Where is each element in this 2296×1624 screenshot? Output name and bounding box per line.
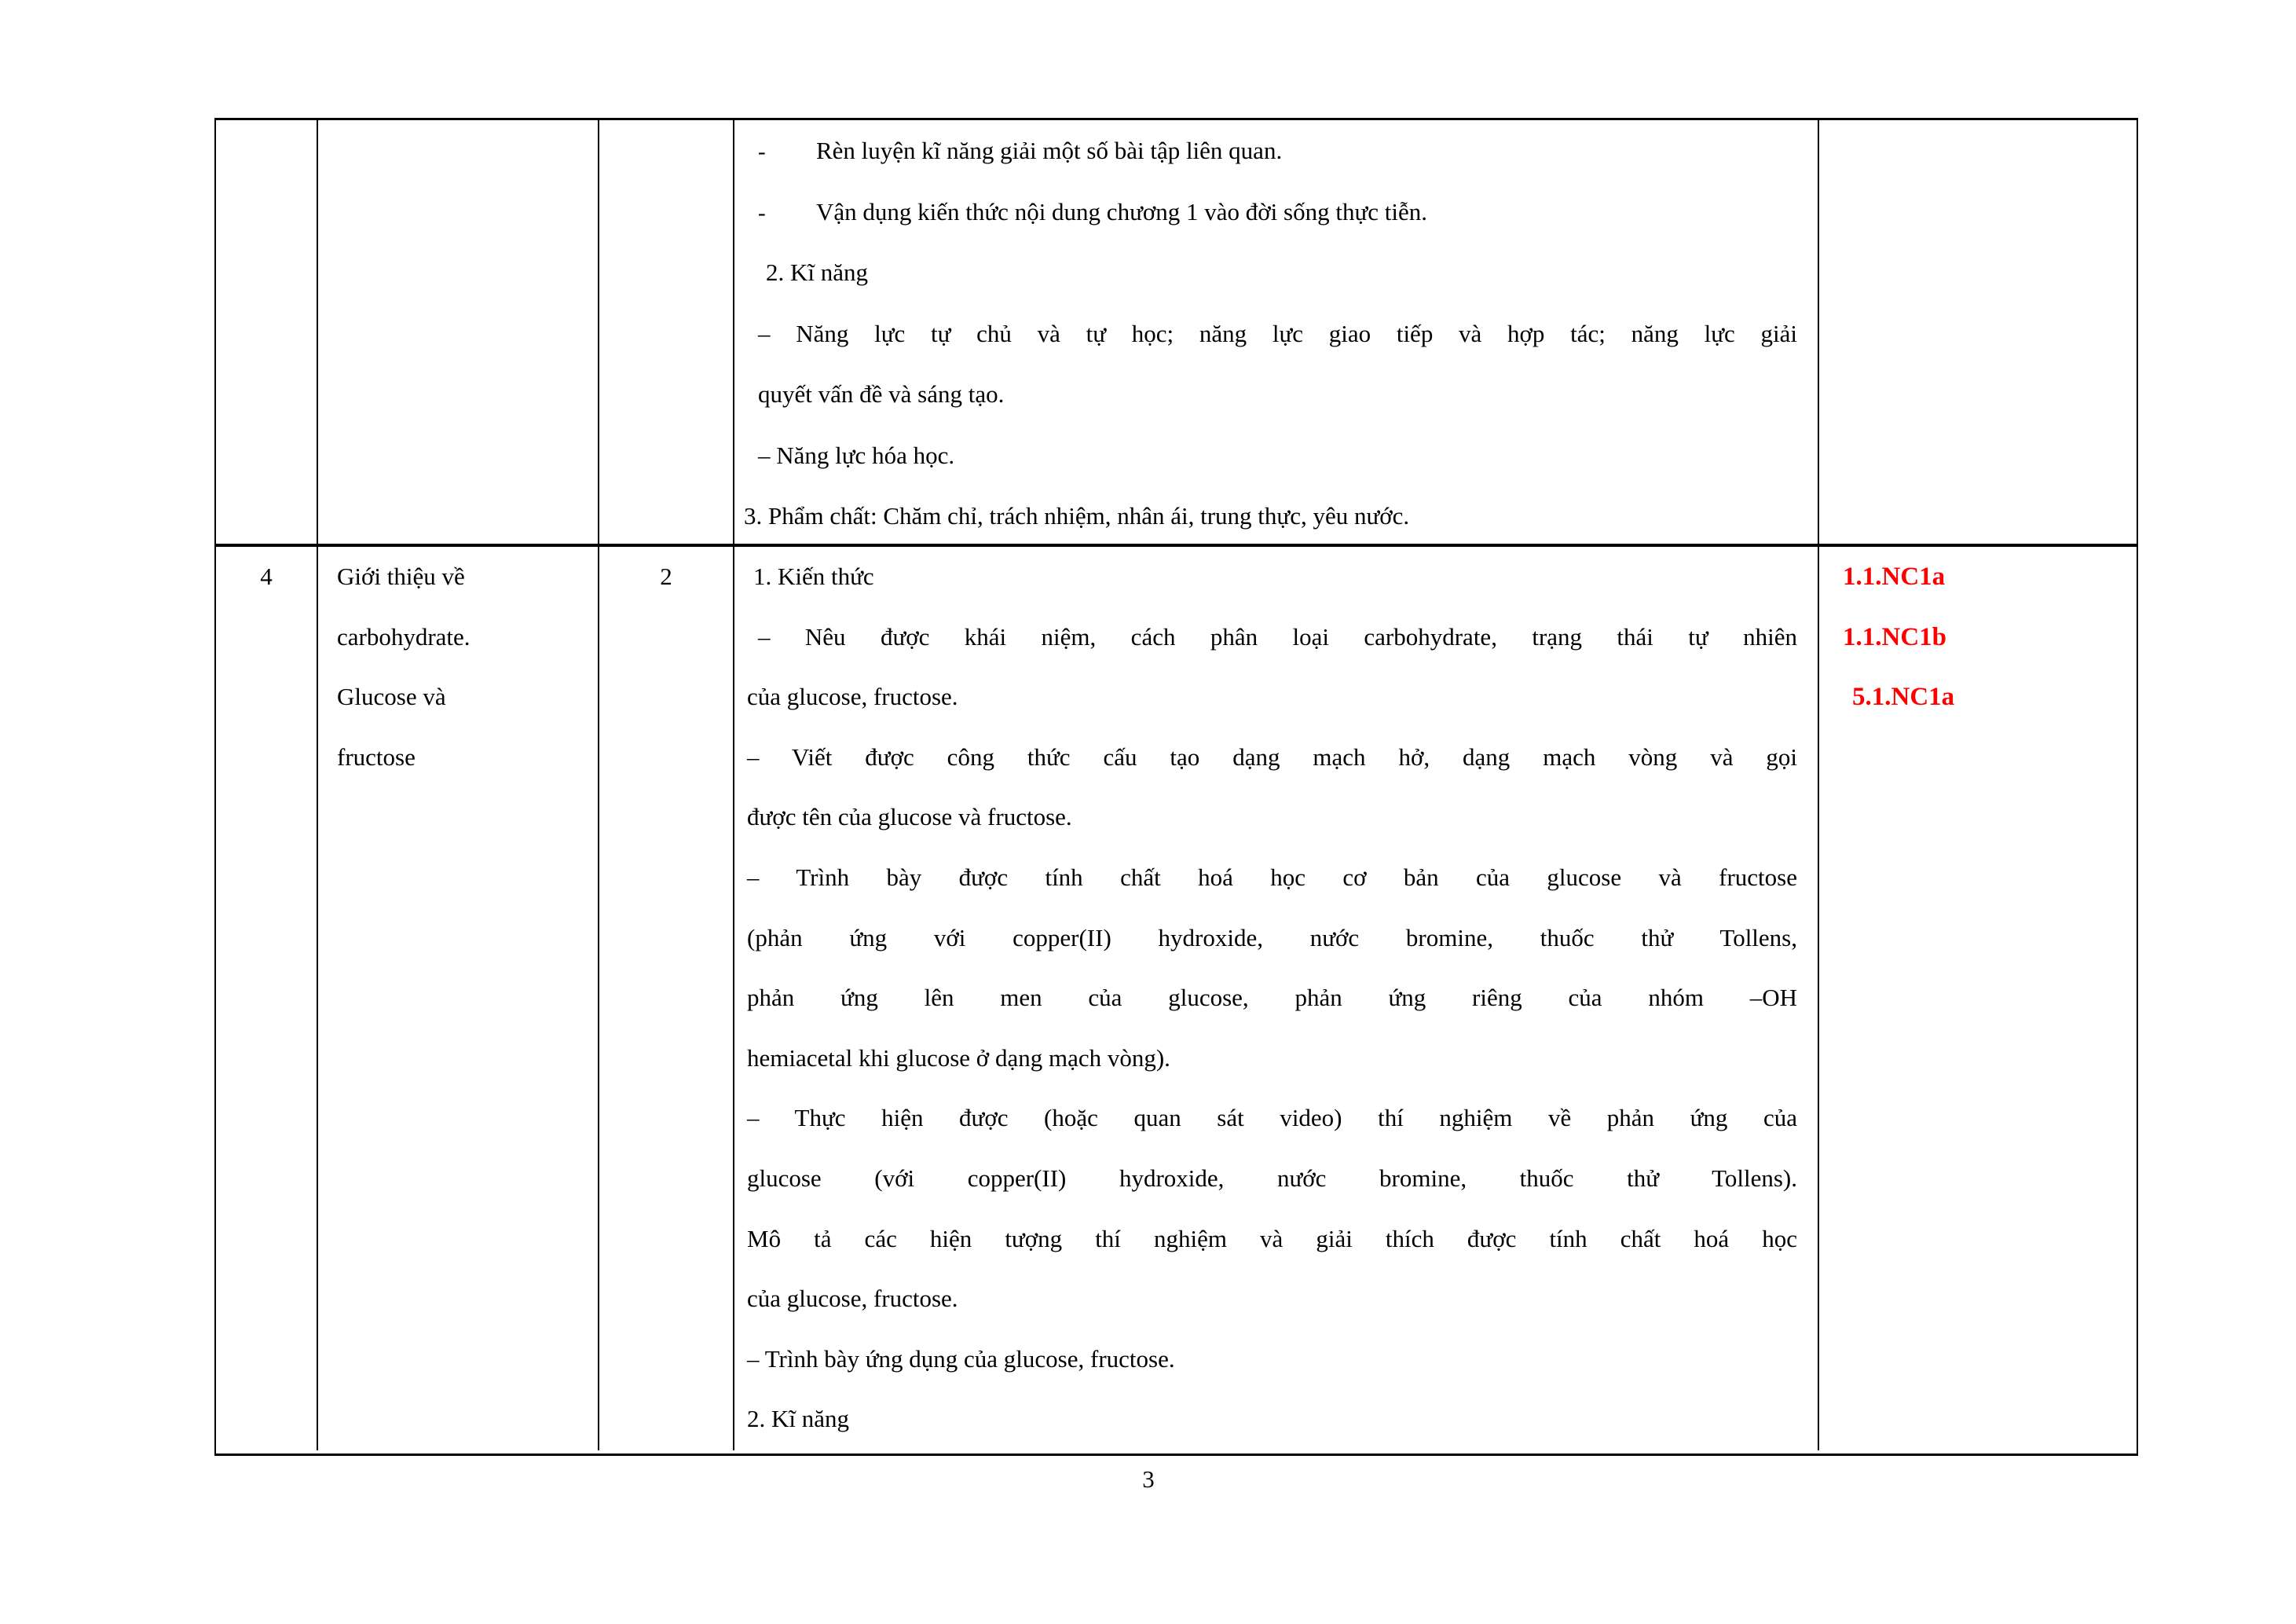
objective-line: – Năng lực hóa học. bbox=[758, 441, 955, 469]
objective-line: (phản ứng với copper(II) hydroxide, nước bromine, thuốc thử Tollens, bbox=[747, 923, 1797, 951]
objective-line: glucose (với copper(II) hydroxide, nước bromine, thuốc thử Tollens). bbox=[747, 1164, 1797, 1192]
curriculum-table bbox=[214, 118, 2138, 1456]
cell-stt bbox=[216, 120, 318, 544]
objective-line: – Năng lực tự chủ và tự học; năng lực giao tiếp và hợp tác; năng lực giải bbox=[758, 319, 1797, 347]
cell-periods bbox=[599, 547, 734, 1450]
objective-line bbox=[734, 181, 1818, 243]
cell-stt bbox=[216, 547, 318, 1450]
table-row bbox=[216, 120, 2137, 547]
competency-code: 1.1.NC1a bbox=[1843, 563, 1946, 591]
cell-lesson-title bbox=[318, 547, 599, 1450]
lesson-title-line: Glucose và bbox=[337, 683, 446, 711]
objective-text: Rèn luyện kĩ năng giải một số bài tập liên quan. bbox=[816, 137, 1283, 164]
objective-line: quyết vấn đề và sáng tạo. bbox=[758, 380, 1005, 408]
dash-bullet-icon: - bbox=[758, 200, 766, 225]
lesson-title-line: Giới thiệu về bbox=[337, 563, 465, 590]
objective-line: – Trình bày được tính chất hoá học cơ bản của glucose và fructose bbox=[747, 863, 1797, 891]
objective-line: – Nêu được khái niệm, cách phân loại carbohydrate, trạng thái tự nhiên bbox=[758, 622, 1797, 651]
objective-line: 2. Kĩ năng bbox=[747, 1405, 850, 1433]
objective-line bbox=[734, 120, 1818, 181]
table-row bbox=[216, 547, 2137, 1450]
objective-line: 3. Phẩm chất: Chăm chỉ, trách nhiệm, nhân ái, trung thực, yêu nước. bbox=[744, 502, 1410, 530]
objective-line: 2. Kĩ năng bbox=[766, 258, 869, 286]
cell-codes bbox=[1819, 120, 2137, 544]
objective-line: Mô tả các hiện tượng thí nghiệm và giải thích được tính chất hoá học bbox=[747, 1224, 1797, 1252]
stt-value: 4 bbox=[260, 563, 273, 590]
cell-lesson-title bbox=[318, 120, 599, 544]
cell-objectives bbox=[734, 547, 1819, 1450]
objective-line: 1. Kiến thức bbox=[753, 563, 874, 590]
objective-text: Vận dụng kiến thức nội dung chương 1 vào đời sống thực tiễn. bbox=[816, 197, 1427, 225]
cell-objectives bbox=[734, 120, 1819, 544]
objective-line: – Viết được công thức cấu tạo dạng mạch hở, dạng mạch vòng và gọi bbox=[747, 742, 1797, 771]
cell-periods bbox=[599, 120, 734, 544]
objective-line: hemiacetal khi glucose ở dạng mạch vòng). bbox=[747, 1043, 1170, 1072]
lesson-title-line: carbohydrate. bbox=[337, 622, 471, 651]
cell-codes bbox=[1819, 547, 2137, 1450]
lesson-title-line: fructose bbox=[337, 742, 416, 771]
competency-code: 1.1.NC1b bbox=[1843, 622, 1947, 651]
competency-code: 5.1.NC1a bbox=[1852, 683, 1955, 712]
objective-line: của glucose, fructose. bbox=[747, 683, 958, 711]
dash-bullet-icon: - bbox=[758, 139, 766, 164]
objective-line: – Trình bày ứng dụng của glucose, fructose. bbox=[747, 1344, 1175, 1373]
objective-line: – Thực hiện được (hoặc quan sát video) thí nghiệm về phản ứng của bbox=[747, 1104, 1797, 1132]
objective-line: được tên của glucose và fructose. bbox=[747, 803, 1072, 831]
periods-value: 2 bbox=[660, 563, 672, 590]
objective-line: của glucose, fructose. bbox=[747, 1285, 958, 1313]
objective-line: phản ứng lên men của glucose, phản ứng riêng của nhóm –OH bbox=[747, 984, 1797, 1012]
page-number: 3 bbox=[1142, 1465, 1155, 1493]
